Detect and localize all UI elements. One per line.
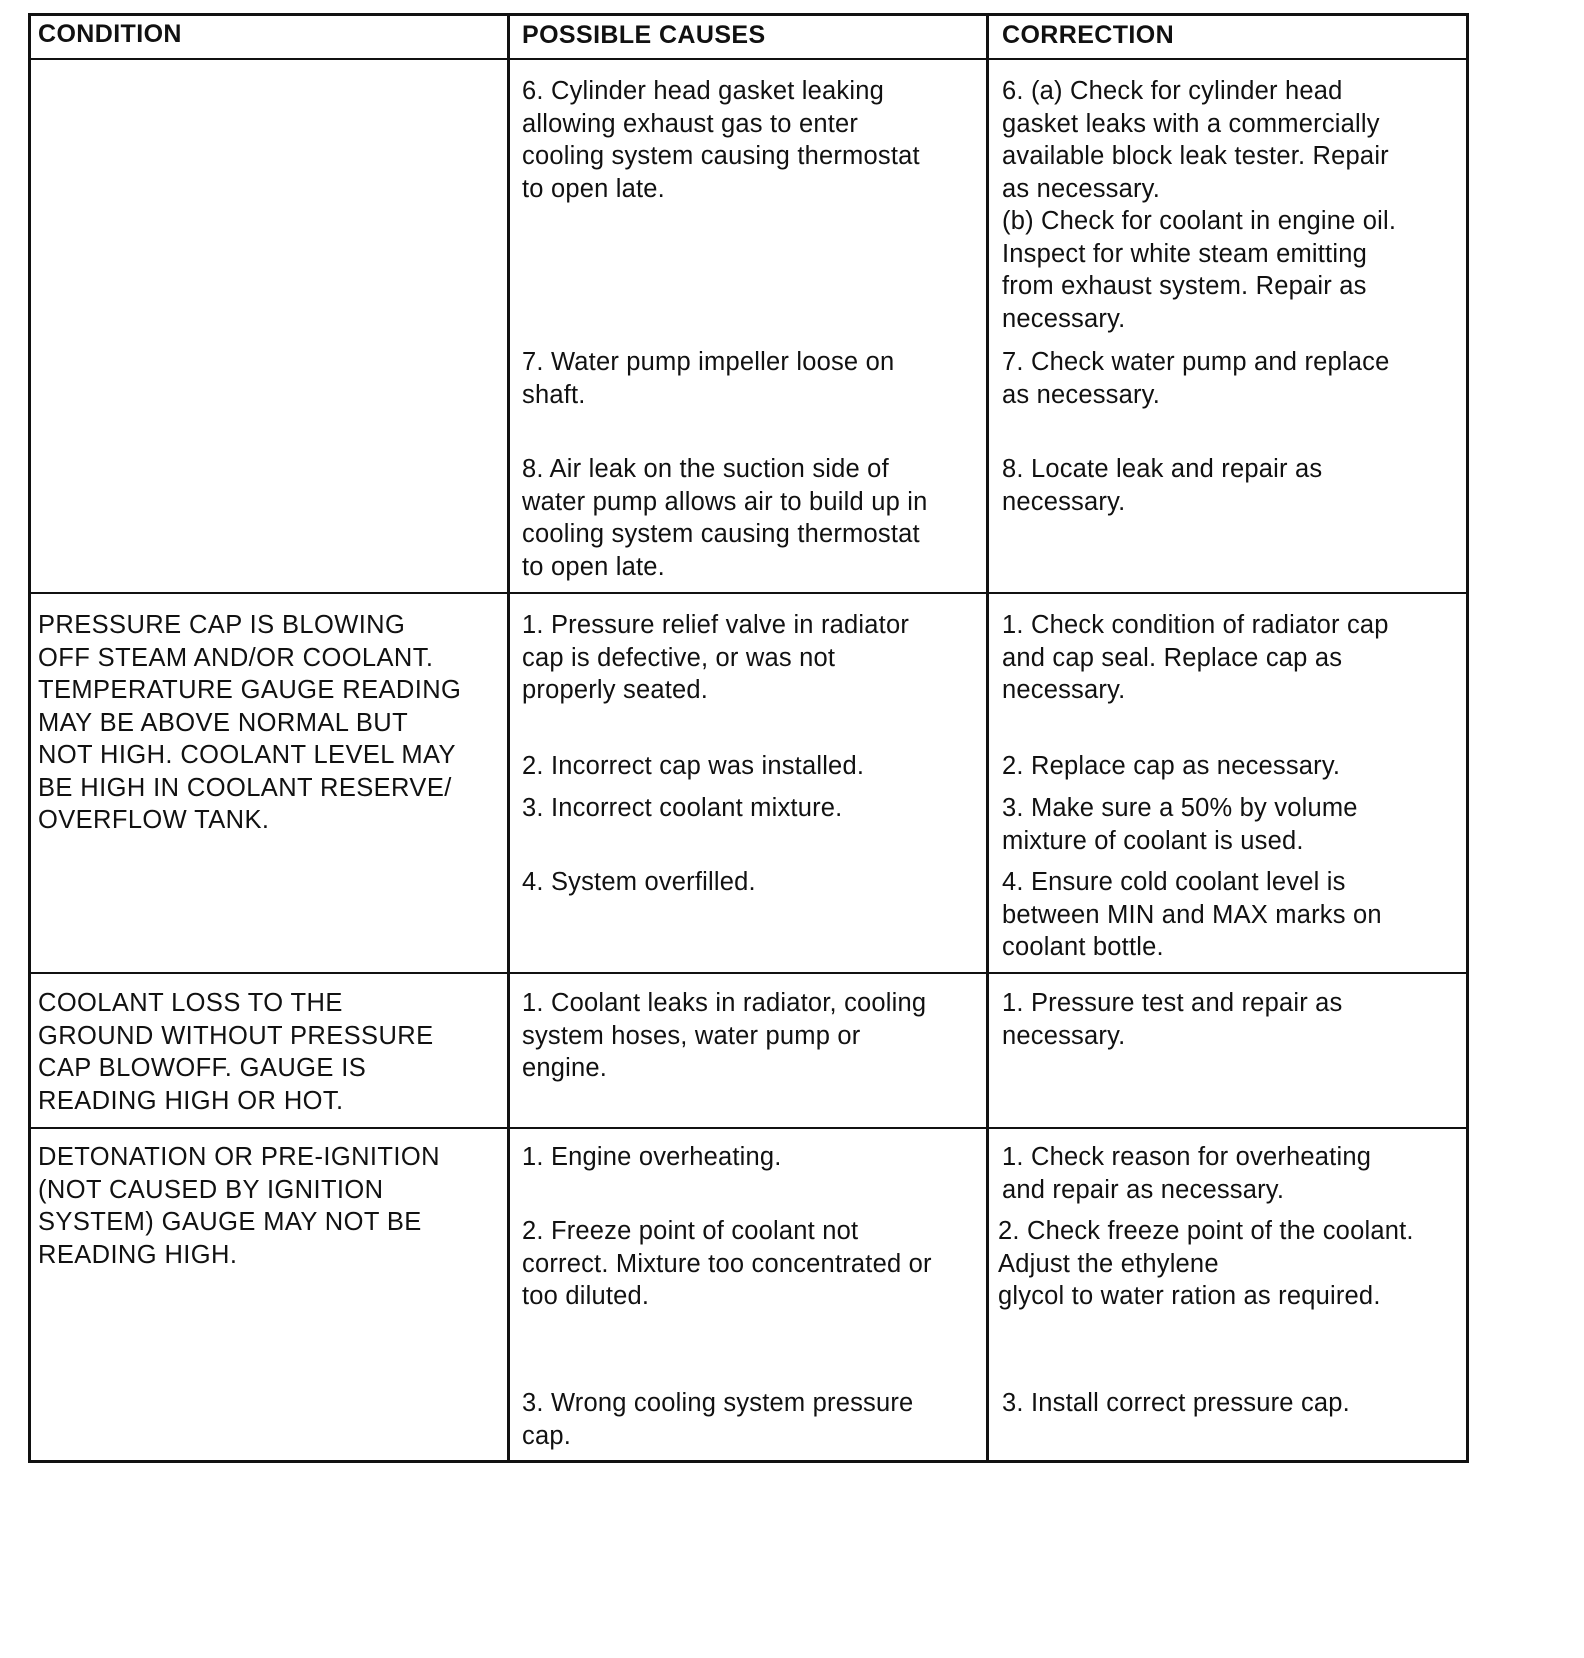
column-divider [986, 16, 989, 1460]
correction-item: 1. Pressure test and repair as necessary. [1002, 989, 1343, 1050]
condition-text: COOLANT LOSS TO THE GROUND WITHOUT PRESSURE CAP BLOWOFF. GAUGE IS READING HIGH OR HOT. [38, 989, 434, 1115]
correction-item: 3. Make sure a 50% by volume mixture of coolant is used. [1002, 794, 1358, 855]
cause-item: 4. System overfilled. [522, 868, 756, 896]
correction-item: 1. Check condition of radiator cap and cap seal. Replace cap as necessary. [1002, 611, 1389, 704]
correction-item: 7. Check water pump and replace as necessary. [1002, 348, 1390, 409]
correction-item: 2. Replace cap as necessary. [1002, 752, 1341, 780]
header-divider [31, 58, 1466, 60]
correction-item: 8. Locate leak and repair as necessary. [1002, 455, 1323, 516]
cause-item: 3. Incorrect coolant mixture. [522, 794, 843, 822]
column-divider [507, 16, 510, 1460]
row-divider [31, 1127, 1466, 1129]
cause-item: 3. Wrong cooling system pressure cap. [522, 1389, 914, 1450]
correction-item: 3. Install correct pressure cap. [1002, 1389, 1350, 1417]
cause-item: 2. Freeze point of coolant not correct. Mixture too concentrated or too diluted. [522, 1217, 932, 1310]
cause-item: 7. Water pump impeller loose on shaft. [522, 348, 895, 409]
correction-item: 6. (a) Check for cylinder head gasket leaks with a commercially available block leak tester. Repair as necessary. (b) Check for coolant in engine oil. Inspect for white steam emitting from exhaust system. Repair as necessary. [1002, 77, 1397, 333]
cause-item: 2. Incorrect cap was installed. [522, 752, 865, 780]
correction-item: 2. Check freeze point of the coolant. Adjust the ethylene glycol to water ration as required. [998, 1217, 1414, 1310]
condition-text: PRESSURE CAP IS BLOWING OFF STEAM AND/OR COOLANT. TEMPERATURE GAUGE READING MAY BE ABOVE NORMAL BUT NOT HIGH. COOLANT LEVEL MAY BE HIGH IN COOLANT RESERVE/ OVERFLOW TANK. [38, 611, 462, 834]
header-possible-causes: POSSIBLE CAUSES [522, 21, 766, 49]
cause-item: 1. Engine overheating. [522, 1143, 782, 1171]
cause-item: 1. Coolant leaks in radiator, cooling system hoses, water pump or engine. [522, 989, 927, 1082]
cause-item: 6. Cylinder head gasket leaking allowing exhaust gas to enter cooling system causing thermostat to open late. [522, 77, 920, 203]
cause-item: 1. Pressure relief valve in radiator cap is defective, or was not properly seated. [522, 611, 910, 704]
header-condition: CONDITION [38, 20, 182, 48]
cause-item: 8. Air leak on the suction side of water pump allows air to build up in cooling system causing thermostat to open late. [522, 455, 928, 581]
correction-item: 4. Ensure cold coolant level is between MIN and MAX marks on coolant bottle. [1002, 868, 1382, 961]
row-divider [31, 972, 1466, 974]
condition-text: DETONATION OR PRE-IGNITION (NOT CAUSED BY IGNITION SYSTEM) GAUGE MAY NOT BE READING HIGH. [38, 1143, 440, 1269]
correction-item: 1. Check reason for overheating and repair as necessary. [1002, 1143, 1372, 1204]
row-divider [31, 592, 1466, 594]
header-correction: CORRECTION [1002, 21, 1175, 49]
